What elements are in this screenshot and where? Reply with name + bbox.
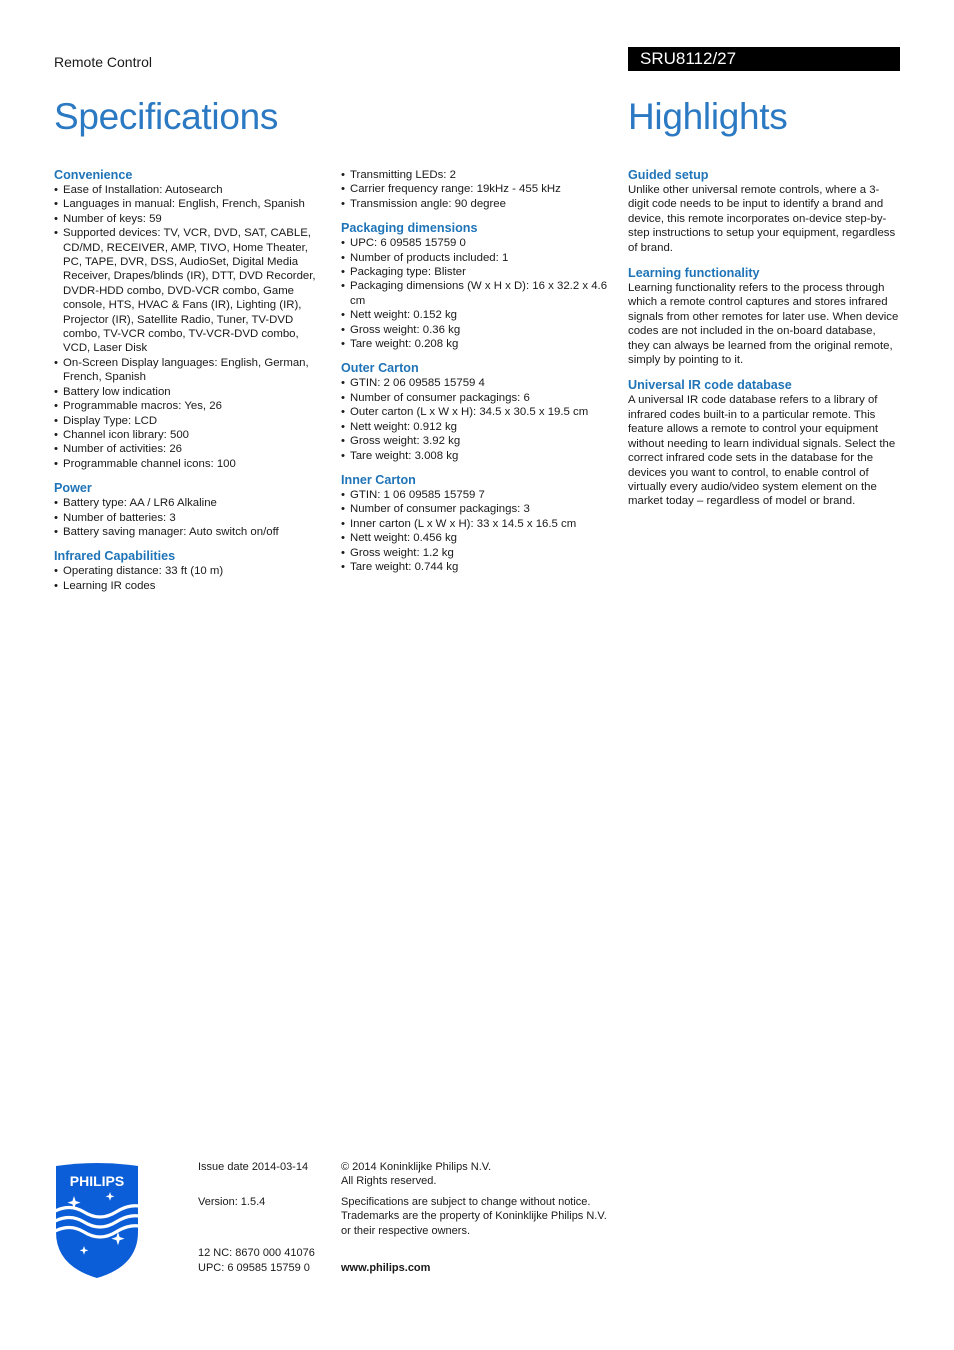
spec-item: • Number of activities: 26: [54, 442, 326, 456]
spec-item: • Outer carton (L x W x H): 34.5 x 30.5 x 19.5 cm: [341, 405, 613, 419]
spec-section-title: Power: [54, 481, 92, 496]
spec-item: • On-Screen Display languages: English, German, French, Spanish: [54, 356, 326, 385]
spec-item: • Gross weight: 3.92 kg: [341, 434, 613, 448]
notice-line-1: Specifications are subject to change without notice.: [341, 1196, 591, 1208]
spec-section: [54, 481, 326, 539]
highlight-block: [628, 266, 900, 367]
spec-item: • Transmission angle: 90 degree: [341, 197, 613, 211]
spec-item: • Number of products included: 1: [341, 251, 613, 265]
spec-item: • Display Type: LCD: [54, 414, 326, 428]
highlight-title: Learning functionality: [628, 266, 760, 281]
highlight-block: [628, 378, 900, 508]
model-number: SRU8112/27: [640, 49, 737, 68]
spec-item: • Nett weight: 0.912 kg: [341, 420, 613, 434]
highlights-column: [628, 168, 900, 520]
spec-section: [54, 168, 326, 471]
philips-logo-wordmark: PHILIPS: [69, 1173, 125, 1189]
spec-item: • Tare weight: 0.208 kg: [341, 337, 613, 351]
spec-item: • Gross weight: 1.2 kg: [341, 546, 613, 560]
spec-item: • Channel icon library: 500: [54, 428, 326, 442]
spec-item: • Nett weight: 0.152 kg: [341, 308, 613, 322]
spec-section: [341, 473, 613, 574]
spec-item: • Languages in manual: English, French, Spanish: [54, 197, 326, 211]
highlights-title: Highlights: [628, 96, 788, 137]
philips-shield-logo: [54, 1162, 140, 1280]
spec-item: • Learning IR codes: [54, 579, 326, 593]
spec-item: • Operating distance: 33 ft (10 m): [54, 564, 326, 578]
spec-item: • GTIN: 1 06 09585 15759 7: [341, 488, 613, 502]
highlight-text: A universal IR code database refers to a library of infrared codes built-in to a particular remote. This feature allows a remote to control your equipment without needing to learn individual signals. Select the correct infrared code sets in the database for the devices you want to control, to enable control of virtually every audio/video system element on the market today – regardless of model or brand.: [628, 394, 896, 508]
highlight-block: [628, 168, 900, 255]
spec-item: • Battery type: AA / LR6 Alkaline: [54, 496, 326, 510]
notice-line-3: or their respective owners.: [341, 1225, 470, 1237]
rights: All Rights reserved.: [341, 1175, 437, 1187]
spec-item: • Supported devices: TV, VCR, DVD, SAT, CABLE, CD/MD, RECEIVER, AMP, TIVO, Home Theater, PC, TAPE, DVR, DSS, AudioSet, Digital Media Receiver, Drapes/blinds (IR), DTT, DVD Recorder, DVDR-HDD combo, DVD-VCR combo, Game console, HTS, HVAC & Fans (IR), Lighting (IR), Projector (IR), Satellite Radio, Tuner, TV-DVD combo, TV-VCR combo, TV-VCR-DVD combo, VCD, Laser Disk: [54, 226, 326, 356]
highlight-title: Universal IR code database: [628, 378, 792, 393]
upc-number: UPC: 6 09585 15759 0: [198, 1262, 310, 1274]
spec-item: • Tare weight: 0.744 kg: [341, 560, 613, 574]
spec-list: [341, 376, 613, 462]
spec-list: [54, 496, 326, 539]
model-number-bar: [628, 47, 900, 71]
product-category: Remote Control: [54, 54, 153, 70]
spec-item: • GTIN: 2 06 09585 15759 4: [341, 376, 613, 390]
spec-item: • Battery low indication: [54, 385, 326, 399]
spec-item: • Programmable macros: Yes, 26: [54, 399, 326, 413]
spec-section: [54, 549, 326, 593]
spec-item: • Number of consumer packagings: 3: [341, 502, 613, 516]
spec-item: • Gross weight: 0.36 kg: [341, 323, 613, 337]
specifications-title: Specifications: [54, 96, 279, 137]
spec-item: • Number of batteries: 3: [54, 511, 326, 525]
website-link[interactable]: www.philips.com: [341, 1262, 431, 1274]
spec-item: • Number of consumer packagings: 6: [341, 391, 613, 405]
spec-item: • Packaging dimensions (W x H x D): 16 x 32.2 x 4.6 cm: [341, 279, 613, 308]
spec-section: [341, 361, 613, 462]
spec-section-title: Outer Carton: [341, 361, 419, 376]
highlight-text: Unlike other universal remote controls, where a 3-digit code needs to be input to identify a brand and device, this remote incorporates on-device step-by-step instructions to setup your equipment, regardless of brand.: [628, 184, 896, 254]
copyright: © 2014 Koninklijke Philips N.V.: [341, 1161, 492, 1173]
spec-item: • Programmable channel icons: 100: [54, 457, 326, 471]
spec-section-title: Infrared Capabilities: [54, 549, 176, 564]
spec-list: [341, 488, 613, 574]
spec-section: [341, 221, 613, 351]
version: Version: 1.5.4: [198, 1196, 266, 1208]
spec-list: [54, 564, 326, 593]
spec-list: [341, 168, 613, 211]
issue-date: Issue date 2014-03-14: [198, 1161, 309, 1173]
spec-item: • Packaging type: Blister: [341, 265, 613, 279]
spec-item: • Number of keys: 59: [54, 212, 326, 226]
nc-number: 12 NC: 8670 000 41076: [198, 1247, 315, 1259]
spec-item: • Battery saving manager: Auto switch on/off: [54, 525, 326, 539]
spec-section-title: Convenience: [54, 168, 133, 182]
spec-section-title: Packaging dimensions: [341, 221, 478, 236]
spec-column-2: [341, 168, 613, 584]
notice-line-2: Trademarks are the property of Koninklijke Philips N.V.: [341, 1210, 607, 1222]
highlight-title: Guided setup: [628, 168, 709, 182]
spec-item: • Inner carton (L x W x H): 33 x 14.5 x 16.5 cm: [341, 517, 613, 531]
spec-list: [54, 183, 326, 471]
spec-column-1: [54, 168, 326, 603]
spec-item: • Tare weight: 3.008 kg: [341, 449, 613, 463]
spec-item: • Carrier frequency range: 19kHz - 455 kHz: [341, 182, 613, 196]
spec-item: • Ease of Installation: Autosearch: [54, 183, 326, 197]
spec-item: • UPC: 6 09585 15759 0: [341, 236, 613, 250]
spec-item: • Transmitting LEDs: 2: [341, 168, 613, 182]
spec-item: • Nett weight: 0.456 kg: [341, 531, 613, 545]
spec-section: [341, 168, 613, 211]
highlight-text: Learning functionality refers to the process through which a remote control captures and stores infrared signals from other remotes for later use. When device codes are not included in the on-board database, they can always be learned from the original remote, simply by pointing to it.: [628, 282, 899, 367]
spec-section-title: Inner Carton: [341, 472, 416, 487]
spec-list: [341, 236, 613, 351]
